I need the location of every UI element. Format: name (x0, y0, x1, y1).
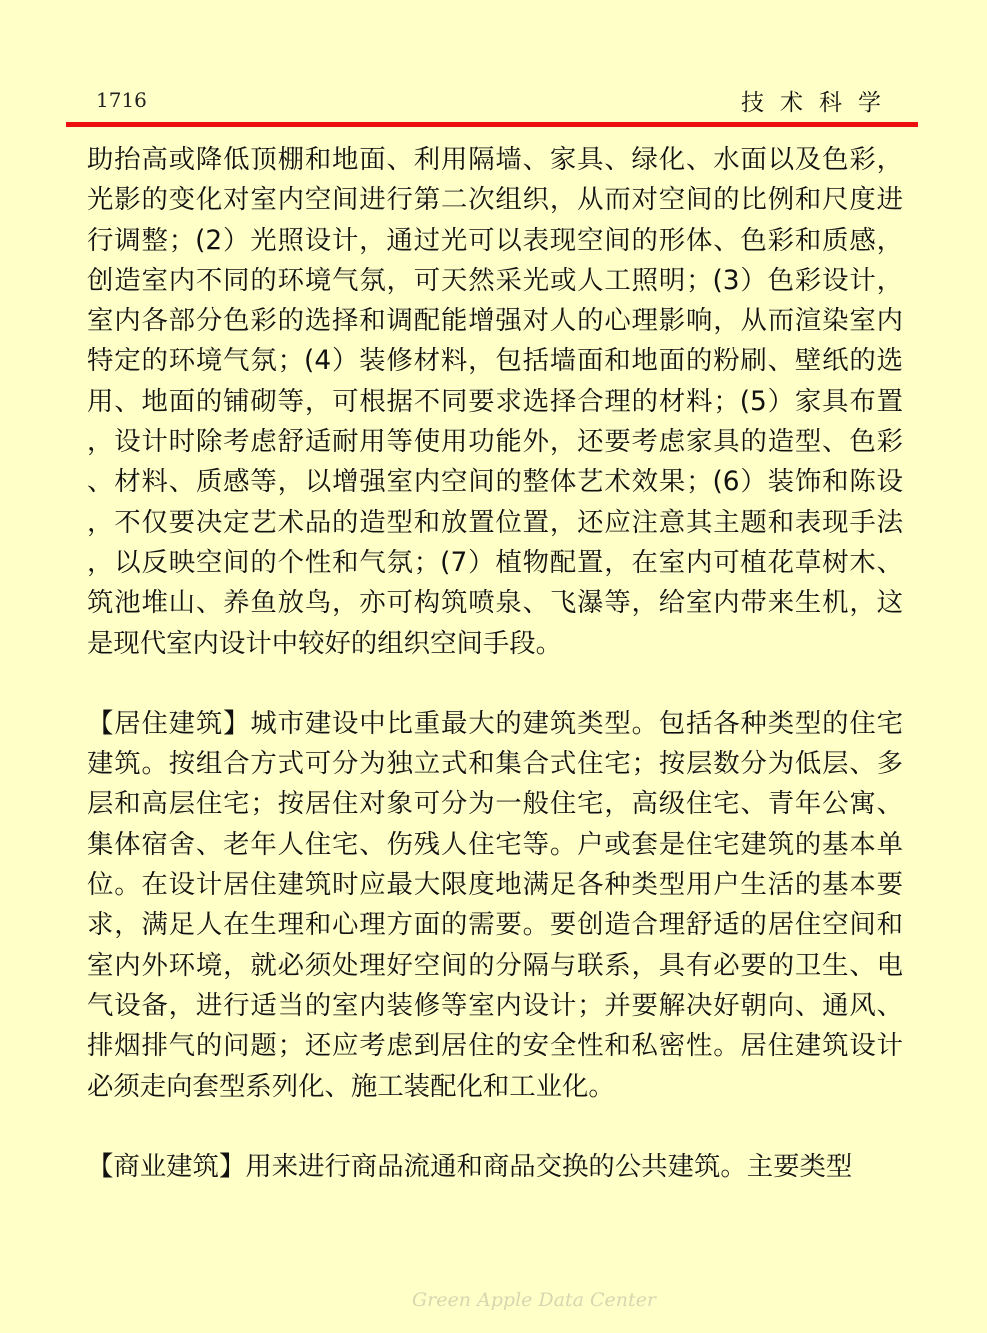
paragraph-commercial-building (87, 1147, 903, 1187)
entry-term-commercial: 【商业建筑】 (87, 1150, 246, 1182)
paragraph-residential-building (87, 704, 903, 1107)
paragraph-text: 城市建设中比重最大的建筑类型。包括各种类型的住宅建筑。按组合方式可分为独立式和集合式住宅；按层数分为低层、多层和高层住宅；按居住对象可分为一般住宅，高级住宅、青年公寓、集体宿舍、老年人住宅、伤残人住宅等。户或套是住宅建筑的基本单位。在设计居住建筑时应最大限度地满足各种类型用户生活的基本要求，满足人在生理和心理方面的需要。要创造合理舒适的居住空间和室内外环境，就必须处理好空间的分隔与联系，具有必要的卫生、电气设备，进行适当的室内装修等室内设计；并要解决好朝向、通风、排烟排气的问题；还应考虑到居住的安全性和私密性。居住建筑设计必须走向套型系列化、施工装配化和工业化。 (87, 707, 904, 1102)
page-number: 1716 (96, 88, 147, 112)
header-rule (66, 122, 918, 127)
paragraph-text: 助抬高或降低顶棚和地面、利用隔墙、家具、绿化、水面以及色彩，光影的变化对室内空间进行第二次组织，从而对空间的比例和尺度进行调整；(2）光照设计，通过光可以表现空间的形体、色彩和质感，创造室内不同的环境气氛，可天然采光或人工照明；(3）色彩设计，室内各部分色彩的选择和调配能增强对人的心理影响，从而渲染室内特定的环境气氛；(4）装修材料，包括墙面和地面的粉刷、壁纸的选用、地面的铺砌等，可根据不同要求选择合理的材料；(5）家具布置，设计时除考虑舒适耐用等使用功能外，还要考虑家具的造型、色彩、材料、质感等，以增强室内空间的整体艺术效果；(6）装饰和陈设，不仅要决定艺术品的造型和放置位置，还应注意其主题和表现手法，以反映空间的个性和气氛；(7）植物配置，在室内可植花草树木、筑池堆山、养鱼放鸟，亦可构筑喷泉、飞瀑等，给室内带来生机，这是现代室内设计中较好的组织空间手段。 (87, 144, 903, 659)
watermark: Green Apple Data Center (412, 1289, 656, 1311)
paragraph-interior-design-continued (87, 140, 903, 664)
entry-term-residential: 【居住建筑】 (87, 707, 251, 739)
body-text (87, 140, 903, 1187)
paragraph-text: 用来进行商品流通和商品交换的公共建筑。主要类型 (245, 1150, 853, 1182)
running-title: 技术科学 (741, 90, 897, 116)
